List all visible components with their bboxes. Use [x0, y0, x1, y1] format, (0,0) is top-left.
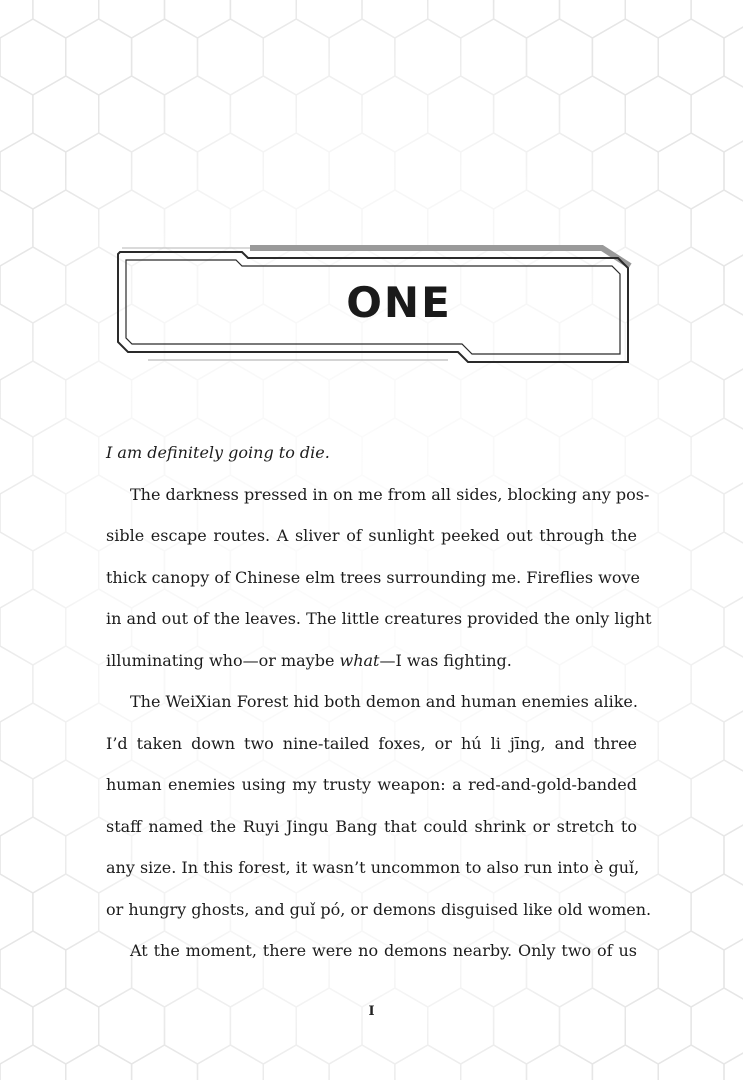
text-line: [106, 847, 640, 889]
text-segment: in and out of the leaves. The little creatures provided the only light: [106, 609, 652, 628]
text-segment: I’d taken down two nine-tailed foxes, or hú li jīng, and three: [106, 733, 637, 753]
text-segment: thick canopy of Chinese elm trees surrounding me. Fireflies wove: [106, 567, 640, 587]
text-line: [106, 723, 637, 765]
text-line: [106, 930, 637, 972]
text-line: [106, 557, 640, 599]
text-segment: any size. In this forest, it wasn’t uncommon to also run into è guǐ,: [106, 858, 640, 877]
text-segment: sible escape routes. A sliver of sunlight peeked out through the: [106, 526, 637, 545]
page-number: I: [368, 1004, 375, 1019]
text-line: [106, 764, 637, 806]
text-line: [106, 889, 652, 931]
text-line: [106, 681, 637, 723]
text-line: [106, 474, 650, 516]
text-line: [106, 806, 637, 848]
text-line: [106, 640, 637, 682]
text-line: [106, 515, 637, 557]
text-line: [106, 598, 652, 640]
text-segment: —I was fighting.: [379, 650, 512, 670]
text-line: [106, 432, 637, 474]
body-text: [106, 432, 652, 972]
text-segment: The WeiXian Forest hid both demon and human enemies alike.: [130, 692, 638, 711]
text-segment: illuminating who—or maybe: [106, 650, 340, 670]
text-segment: or hungry ghosts, and guǐ pó, or demons disguised like old women.: [106, 899, 652, 919]
text-segment: At the moment, there were no demons nearby. Only two of us: [130, 941, 637, 960]
text-segment: staff named the Ruyi Jingu Bang that could shrink or stretch to: [106, 816, 637, 836]
text-segment: The darkness pressed in on me from all sides, blocking any pos-: [130, 484, 650, 504]
italic-text: what: [339, 650, 380, 670]
chapter-title: ONE: [346, 278, 452, 327]
italic-text: I am definitely going to die.: [106, 443, 330, 462]
text-segment: human enemies using my trusty weapon: a red-and-gold-banded: [106, 775, 637, 794]
